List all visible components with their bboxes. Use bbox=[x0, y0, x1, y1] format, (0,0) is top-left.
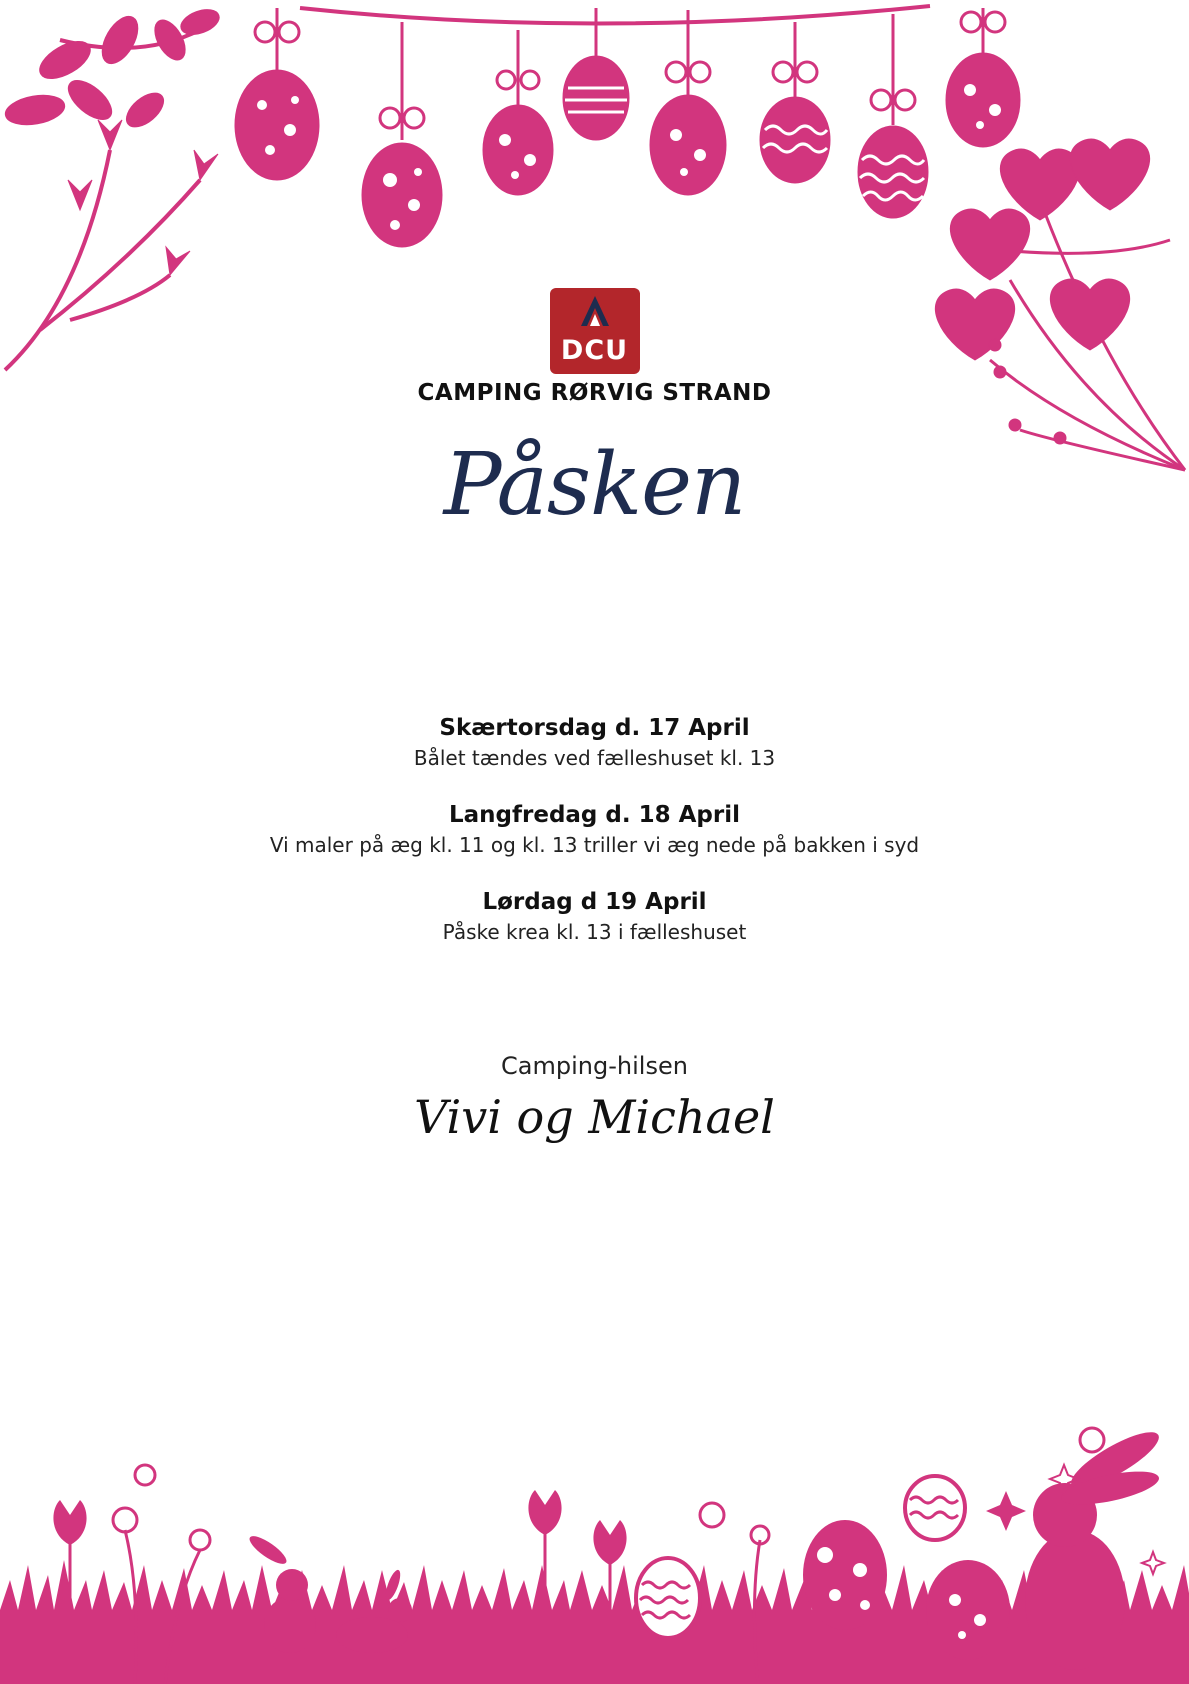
tent-icon bbox=[577, 294, 613, 328]
event-description: Bålet tændes ved fælleshuset kl. 13 bbox=[413, 746, 776, 770]
event-item bbox=[0, 799, 1189, 859]
event-title: Lørdag d 19 April bbox=[482, 889, 707, 915]
dcu-logo bbox=[0, 288, 1189, 378]
event-description: Vi maler på æg kl. 11 og kl. 13 triller vi æg nede på bakken i syd bbox=[269, 833, 920, 857]
logo-badge bbox=[550, 288, 640, 374]
event-title: Skærtorsdag d. 17 April bbox=[439, 715, 750, 741]
event-title: Langfredag d. 18 April bbox=[448, 802, 740, 828]
event-item bbox=[0, 712, 1189, 772]
event-item bbox=[0, 886, 1189, 946]
page-title: Påsken bbox=[443, 435, 746, 535]
greeting: Camping-hilsen bbox=[501, 1052, 688, 1080]
event-description: Påske krea kl. 13 i fælleshuset bbox=[442, 920, 747, 944]
logo-text: DCU bbox=[560, 335, 629, 366]
event-list bbox=[0, 712, 1189, 973]
easter-eggs-garland-decoration bbox=[0, 0, 1189, 480]
easter-meadow-decoration bbox=[0, 1420, 1189, 1684]
signature: Vivi og Michael bbox=[414, 1090, 775, 1144]
brand-name: CAMPING RØRVIG STRAND bbox=[417, 380, 772, 406]
